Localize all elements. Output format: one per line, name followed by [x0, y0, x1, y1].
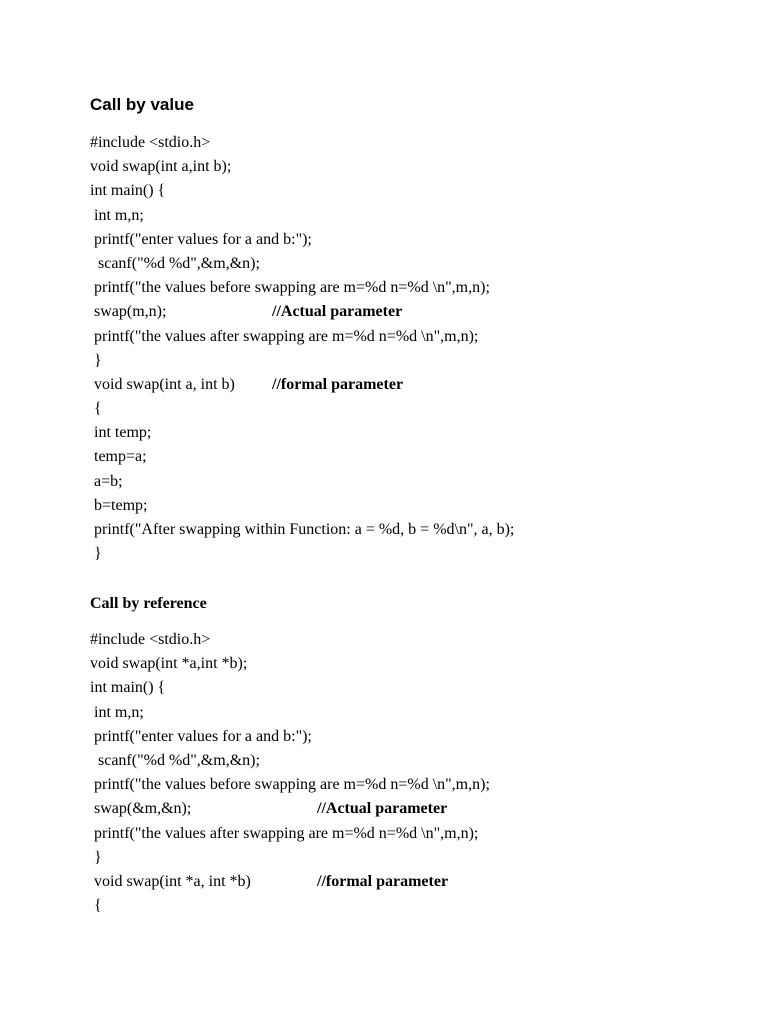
code-line — [90, 870, 490, 894]
code-line — [90, 373, 514, 397]
code-line — [90, 494, 514, 518]
code-line — [90, 421, 514, 445]
code-line — [90, 325, 514, 349]
code-text: void swap(int *a, int *b) — [90, 872, 251, 890]
code-text: int main() { — [90, 679, 166, 697]
section-heading-call-by-reference: Call by reference — [90, 595, 207, 612]
code-text: printf("the values before swapping are m=%d n=%d \n",m,n); — [90, 279, 490, 297]
code-comment: //Actual parameter — [317, 800, 448, 818]
code-line — [90, 846, 490, 870]
code-text: } — [90, 351, 102, 369]
code-line — [90, 894, 490, 918]
code-text: int main() { — [90, 182, 166, 200]
code-line — [90, 349, 514, 373]
code-text: printf("enter values for a and b:"); — [90, 727, 312, 745]
code-text: scanf("%d %d",&m,&n); — [90, 254, 260, 272]
code-text: printf("the values before swapping are m=%d n=%d \n",m,n); — [90, 776, 490, 794]
code-line — [90, 228, 514, 252]
code-line — [90, 749, 490, 773]
code-text: int temp; — [90, 424, 152, 442]
code-text: printf("the values after swapping are m=%d n=%d \n",m,n); — [90, 824, 479, 842]
code-text: a=b; — [90, 472, 123, 490]
code-line — [90, 518, 514, 542]
code-line — [90, 701, 490, 725]
code-block-call-by-value — [90, 131, 514, 566]
code-text: void swap(int *a,int *b); — [90, 655, 248, 673]
code-text: b=temp; — [90, 496, 148, 514]
code-text: { — [90, 897, 102, 915]
code-text: } — [90, 848, 102, 866]
code-line — [90, 397, 514, 421]
code-text: void swap(int a,int b); — [90, 158, 232, 176]
code-line — [90, 276, 514, 300]
code-line — [90, 542, 514, 566]
code-comment: //formal parameter — [317, 872, 449, 890]
code-text: int m,n; — [90, 206, 144, 224]
code-line — [90, 652, 490, 676]
code-line — [90, 628, 490, 652]
code-line — [90, 445, 514, 469]
code-line — [90, 676, 490, 700]
code-line — [90, 822, 490, 846]
code-line — [90, 773, 490, 797]
code-line — [90, 155, 514, 179]
code-line — [90, 797, 490, 821]
code-text: printf("the values after swapping are m=%d n=%d \n",m,n); — [90, 327, 479, 345]
code-text: scanf("%d %d",&m,&n); — [90, 751, 260, 769]
code-text: { — [90, 400, 102, 418]
code-text: printf("After swapping within Function: a = %d, b = %d\n", a, b); — [90, 521, 515, 538]
code-comment: //Actual parameter — [272, 303, 403, 321]
code-comment: //formal parameter — [272, 375, 404, 393]
code-text: swap(m,n); — [90, 303, 167, 321]
code-line — [90, 252, 514, 276]
code-text: printf("enter values for a and b:"); — [90, 230, 312, 248]
code-line — [90, 725, 490, 749]
code-line — [90, 300, 514, 324]
code-line — [90, 204, 514, 228]
section-heading-call-by-value: Call by value — [90, 95, 194, 114]
code-text: void swap(int a, int b) — [90, 375, 235, 393]
code-line — [90, 131, 514, 155]
code-text: int m,n; — [90, 703, 144, 721]
code-text: #include <stdio.h> — [90, 134, 211, 151]
code-line — [90, 470, 514, 494]
code-block-call-by-reference — [90, 628, 490, 918]
code-text: temp=a; — [90, 448, 147, 466]
code-text: swap(&m,&n); — [90, 800, 192, 818]
code-text: #include <stdio.h> — [90, 631, 211, 648]
code-line — [90, 179, 514, 203]
code-text: } — [90, 545, 102, 563]
